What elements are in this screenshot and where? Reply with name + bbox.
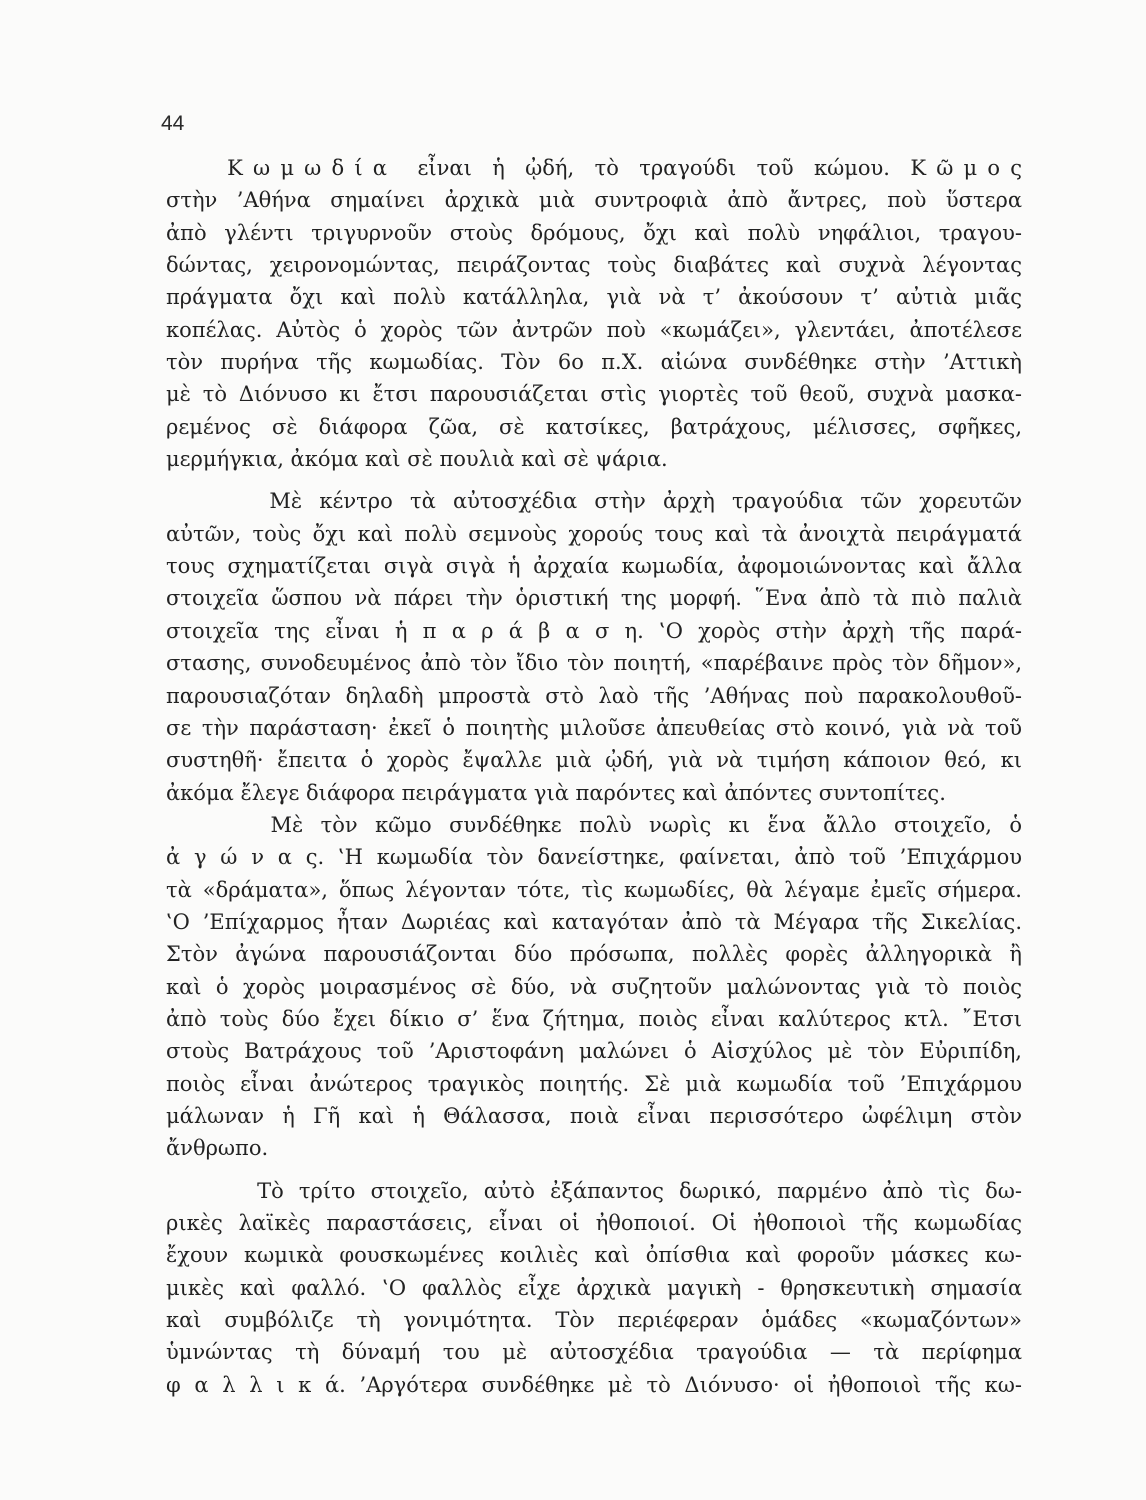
- paragraph: [166, 1175, 1022, 1401]
- text-line: ἀπὸ τοὺς δύο ἔχει δίκιο σ’ ἕνα ζήτημα, ποιὸς εἶναι καλύτερος κτλ. ῎Ετσι: [166, 1006, 1022, 1031]
- text-line: ρεμένος σὲ διάφορα ζῶα, σὲ κατσίκες, βατράχους, μέλισσες, σφῆκες,: [166, 414, 1022, 439]
- paragraph: [166, 152, 1022, 475]
- text-line: στοὺς Βατράχους τοῦ ’Αριστοφάνη μαλώνει ὁ Αἰσχύλος μὲ τὸν Εὐριπίδη,: [166, 1039, 1022, 1064]
- text-line: Μὲ τὸν κῶμο συνδέθηκε πολὺ νωρὶς κι ἕνα ἄλλο στοιχεῖο, ὁ: [166, 812, 1022, 837]
- text-line: μικὲς καὶ φαλλό. ‛Ο φαλλὸς εἶχε ἀρχικὰ μαγικὴ - θρησκευτικὴ σημασία: [166, 1275, 1022, 1300]
- text-line: δώντας, χειρονομώντας, πειράζοντας τοὺς διαβάτες καὶ συχνὰ λέγοντας: [166, 253, 1022, 278]
- page-number: 44: [161, 112, 185, 135]
- text-line: τὸν πυρήνα τῆς κωμωδίας. Τὸν 6ο π.Χ. αἰώνα συνδέθηκε στὴν ’Αττικὴ: [166, 350, 1022, 375]
- text-line: τους σχηματίζεται σιγὰ σιγὰ ἡ ἀρχαία κωμωδία, ἀφομοιώνοντας καὶ ἄλλα: [166, 554, 1022, 579]
- text-line: Τὸ τρίτο στοιχεῖο, αὐτὸ ἐξάπαντος δωρικό, παρμένο ἀπὸ τὶς δω-: [166, 1178, 1022, 1203]
- text-line: μερμήγκια, ἀκόμα καὶ σὲ πουλιὰ καὶ σὲ ψάρια.: [166, 447, 668, 472]
- text-line: Στὸν ἀγώνα παρουσιάζονται δύο πρόσωπα, πολλὲς φορὲς ἀλληγορικὰ ἢ: [166, 942, 1022, 967]
- text-line: Κ ω μ ω δ ί α εἶναι ἡ ᾠδή, τὸ τραγούδι τοῦ κώμου. Κ ῶ μ ο ς: [166, 156, 1022, 180]
- text-line: φ α λ λ ι κ ά. ’Αργότερα συνδέθηκε μὲ τὸ Διόνυσο· οἱ ἠθοποιοὶ τῆς κω-: [166, 1372, 1022, 1397]
- text-line: ‛Ο ’Επίχαρμος ἦταν Δωριέας καὶ καταγόταν ἀπὸ τὰ Μέγαρα τῆς Σικελίας.: [166, 909, 1022, 934]
- body-text: [166, 152, 1022, 1401]
- text-line: στοιχεῖα ὥσπου νὰ πάρει τὴν ὁριστική της μορφή. ῞Ενα ἀπὸ τὰ πιὸ παλιὰ: [166, 586, 1022, 611]
- text-line: καὶ συμβόλιζε τὴ γονιμότητα. Τὸν περιέφεραν ὁμάδες «κωμαζόντων»: [166, 1308, 1022, 1333]
- text-line: ἀ γ ώ ν α ς. ‛Η κωμωδία τὸν δανείστηκε, φαίνεται, ἀπὸ τοῦ ’Επιχάρμου: [166, 845, 1022, 870]
- text-line: πράγματα ὄχι καὶ πολὺ κατάλληλα, γιὰ νὰ τ’ ἀκούσουν τ’ αὐτιὰ μιᾶς: [166, 285, 1022, 310]
- text-line: μάλωναν ἡ Γῆ καὶ ἡ Θάλασσα, ποιὰ εἶναι περισσότερο ὠφέλιμη στὸν: [166, 1103, 1022, 1128]
- text-line: συστηθῆ· ἔπειτα ὁ χορὸς ἔψαλλε μιὰ ᾠδή, γιὰ νὰ τιμήση κάποιον θεό, κι: [166, 748, 1022, 773]
- text-line: ἄνθρωπο.: [166, 1136, 269, 1161]
- text-line: Μὲ κέντρο τὰ αὐτοσχέδια στὴν ἀρχὴ τραγούδια τῶν χορευτῶν: [166, 489, 1022, 514]
- paragraph: [166, 809, 1022, 1165]
- text-line: ρικὲς λαϊκὲς παραστάσεις, εἶναι οἱ ἠθοποιοί. Οἱ ἠθοποιοὶ τῆς κωμωδίας: [166, 1211, 1022, 1235]
- text-line: καὶ ὁ χορὸς μοιρασμένος σὲ δύο, νὰ συζητοῦν μαλώνοντας γιὰ τὸ ποιὸς: [166, 974, 1022, 999]
- paragraph-gap: [166, 1165, 1022, 1175]
- text-line: μὲ τὸ Διόνυσο κι ἔτσι παρουσιάζεται στὶς γιορτὲς τοῦ θεοῦ, συχνὰ μασκα-: [166, 382, 1022, 407]
- text-line: ἔχουν κωμικὰ φουσκωμένες κοιλιὲς καὶ ὀπίσθια καὶ φοροῦν μάσκες κω-: [166, 1243, 1022, 1268]
- text-line: στοιχεῖα της εἶναι ἡ π α ρ ά β α σ η. ‛Ο χορὸς στὴν ἀρχὴ τῆς παρά-: [166, 618, 1022, 643]
- text-line: αὐτῶν, τοὺς ὄχι καὶ πολὺ σεμνοὺς χορούς τους καὶ τὰ ἀνοιχτὰ πειράγματά: [166, 521, 1022, 546]
- text-line: τὰ «δράματα», ὅπως λέγονταν τότε, τὶς κωμωδίες, θὰ λέγαμε ἐμεῖς σήμερα.: [166, 877, 1022, 902]
- text-line: ποιὸς εἶναι ἀνώτερος τραγικὸς ποιητής. Σὲ μιὰ κωμωδία τοῦ ’Επιχάρμου: [166, 1071, 1022, 1096]
- text-line: ὑμνώντας τὴ δύναμή του μὲ αὐτοσχέδια τραγούδια — τὰ περίφημα: [166, 1340, 1022, 1365]
- paragraph-gap: [166, 475, 1022, 485]
- text-line: ἀκόμα ἔλεγε διάφορα πειράγματα γιὰ παρόντες καὶ ἀπόντες συντοπίτες.: [166, 780, 946, 805]
- text-line: στασης, συνοδευμένος ἀπὸ τὸν ἴδιο τὸν ποιητή, «παρέβαινε πρὸς τὸν δῆμον»,: [166, 651, 1022, 676]
- text-line: ἀπὸ γλέντι τριγυρνοῦν στοὺς δρόμους, ὄχι καὶ πολὺ νηφάλιοι, τραγου-: [166, 220, 1022, 245]
- text-line: παρουσιαζόταν δηλαδὴ μπροστὰ στὸ λαὸ τῆς ’Αθήνας ποὺ παρακολουθοῦ-: [166, 683, 1022, 708]
- paragraph: [166, 485, 1022, 808]
- text-line: στὴν ’Αθήνα σημαίνει ἀρχικὰ μιὰ συντροφιὰ ἀπὸ ἄντρες, ποὺ ὕστερα: [166, 188, 1022, 213]
- text-line: κοπέλας. Αὐτὸς ὁ χορὸς τῶν ἀντρῶν ποὺ «κωμάζει», γλεντάει, ἀποτέλεσε: [166, 317, 1022, 342]
- text-line: σε τὴν παράσταση· ἐκεῖ ὁ ποιητὴς μιλοῦσε ἀπευθείας στὸ κοινό, γιὰ νὰ τοῦ: [166, 715, 1022, 740]
